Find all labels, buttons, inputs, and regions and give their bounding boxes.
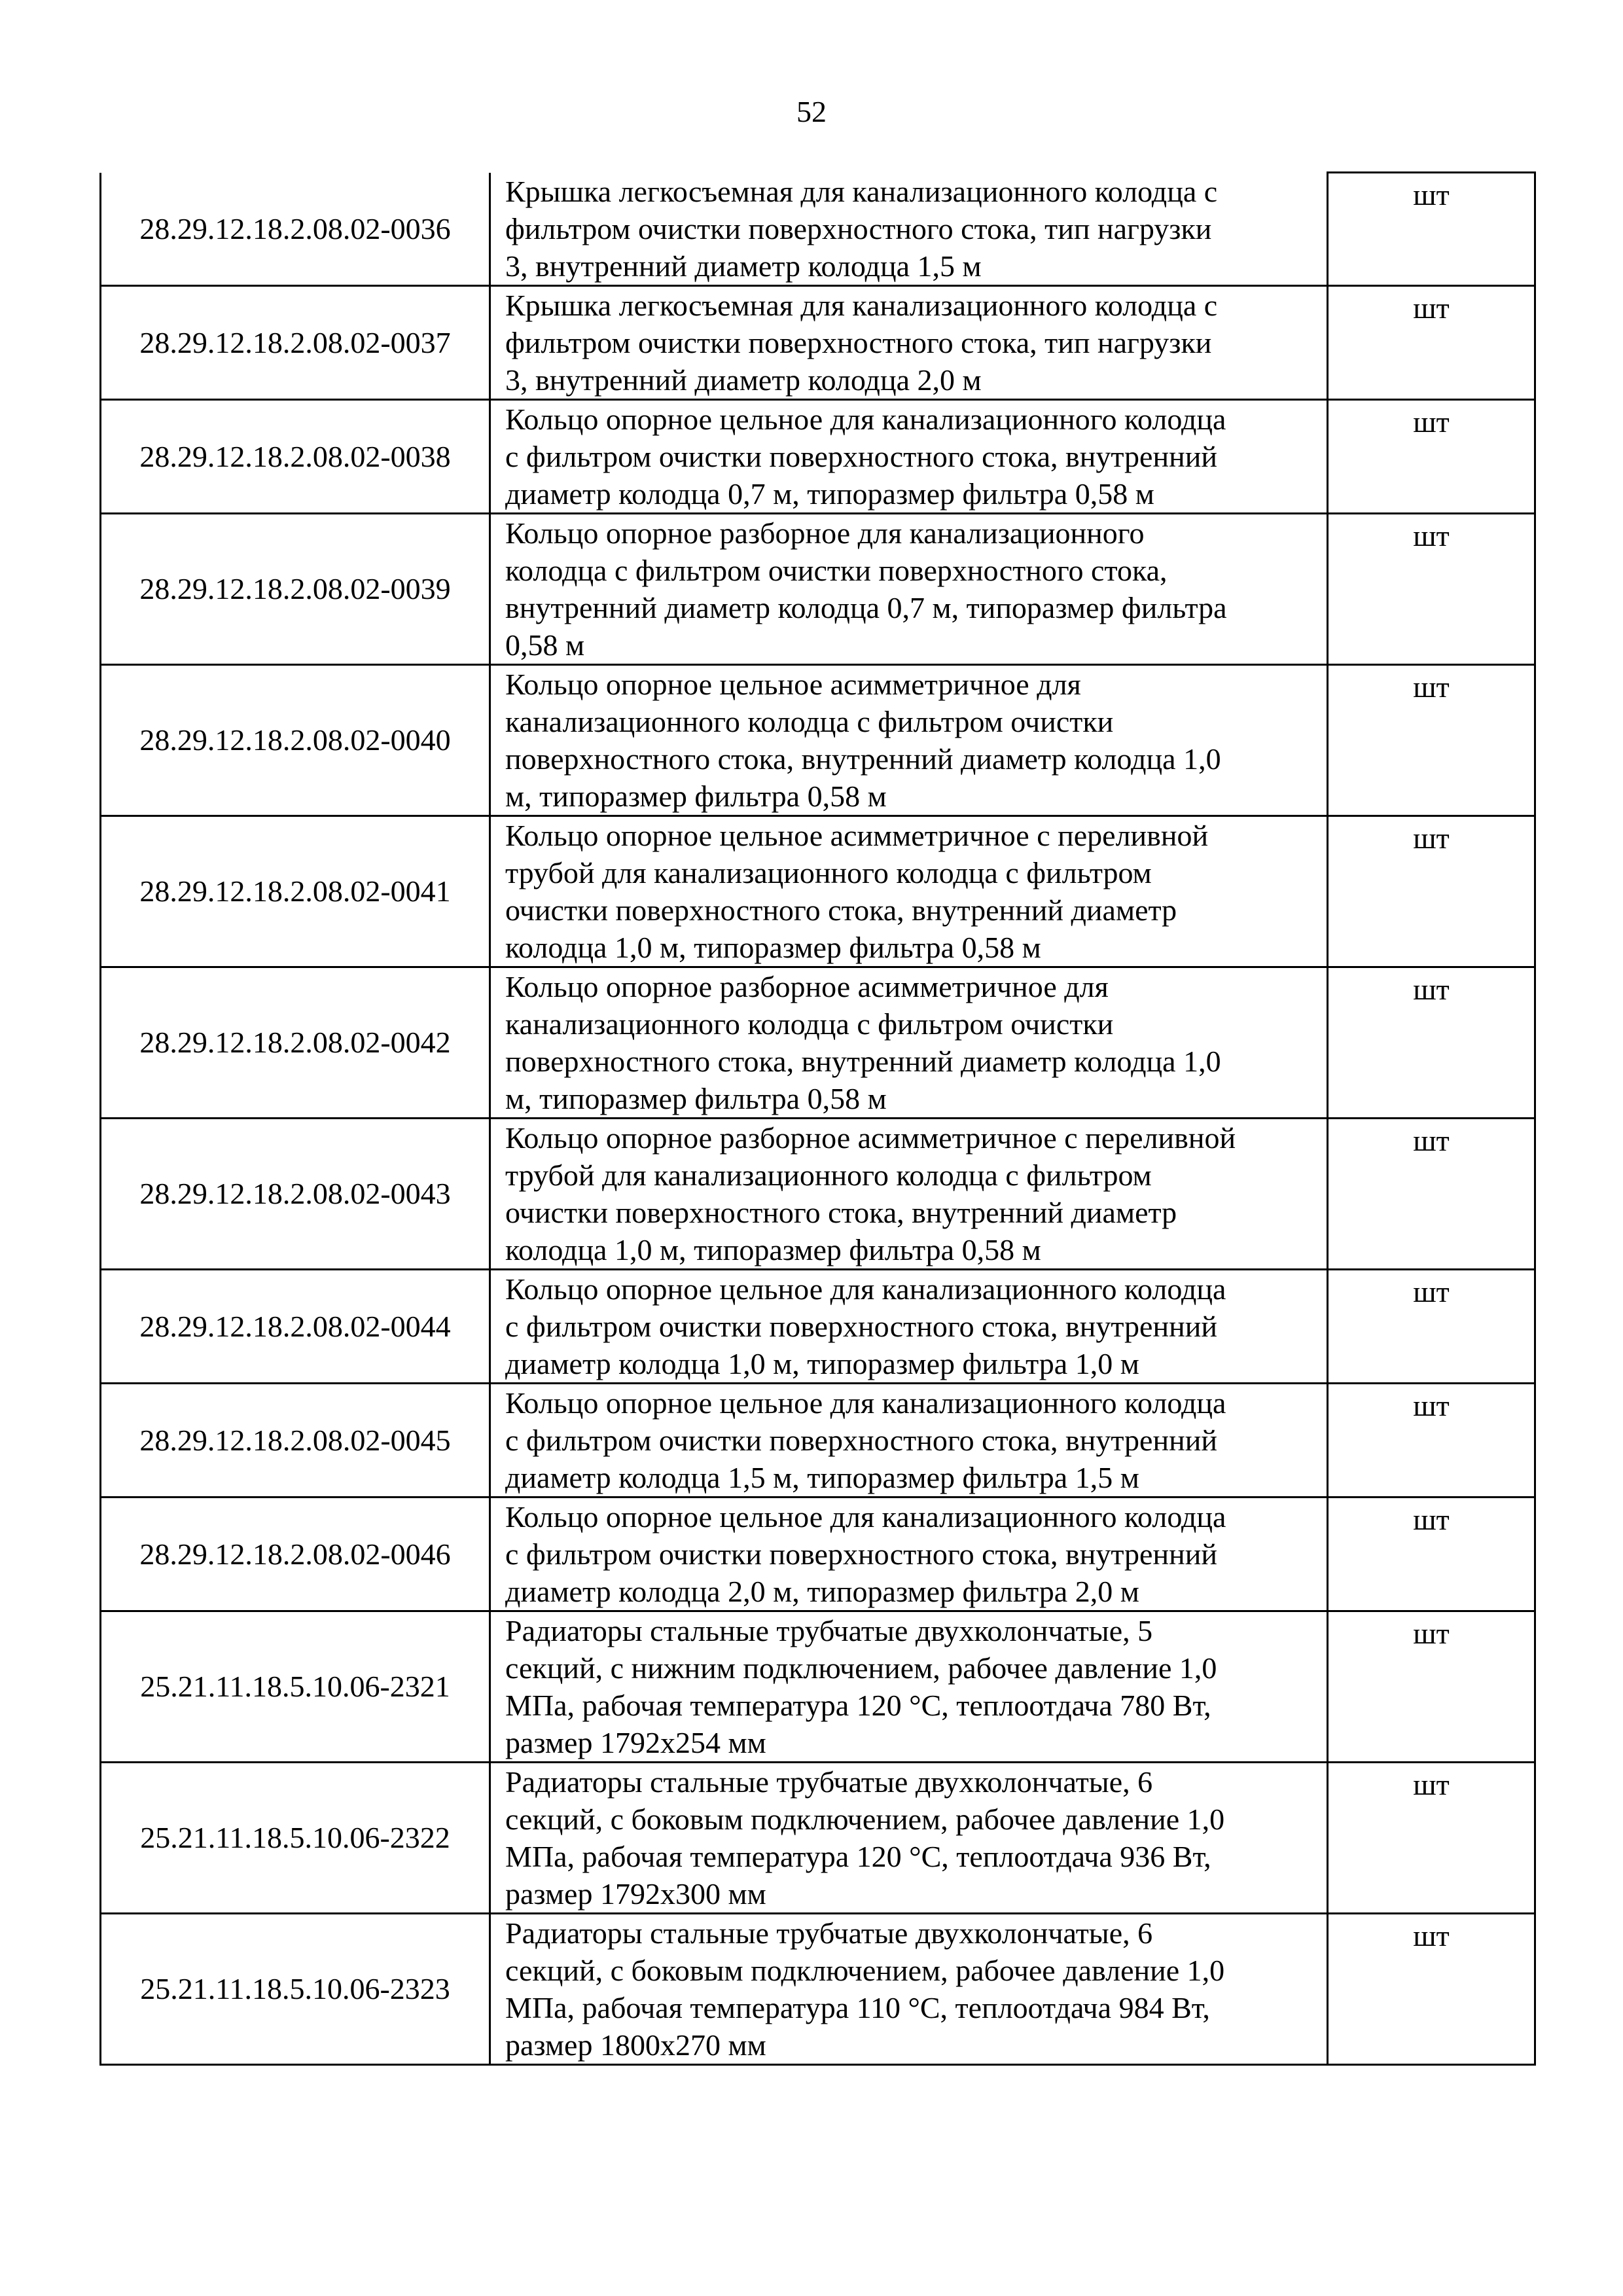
- resource-name-line: секций, с нижним подключением, рабочее давление 1,0: [505, 1651, 1217, 1685]
- resource-name-line: колодца 1,0 м, типоразмер фильтра 0,58 м: [505, 1232, 1041, 1266]
- resource-name-cell: [490, 173, 1328, 286]
- resource-code-cell: 28.29.12.18.2.08.02-0036: [101, 173, 490, 286]
- table-row: [101, 173, 1535, 286]
- resource-name-line: 3, внутренний диаметр колодца 1,5 м: [505, 249, 982, 283]
- table-row: [101, 1762, 1535, 1913]
- resource-name-line: Кольцо опорное разборное асимметричное с переливной: [505, 1121, 1236, 1155]
- table-row: [101, 1269, 1535, 1383]
- resource-name-line: МПа, рабочая температура 120 °С, теплоотдача 936 Вт,: [505, 1839, 1211, 1873]
- unit-cell: шт: [1328, 173, 1535, 286]
- resource-name-line: поверхностного стока, внутренний диаметр колодца 1,0: [505, 1044, 1221, 1078]
- table-row: [101, 513, 1535, 664]
- resource-name-line: 0,58 м: [505, 628, 585, 662]
- resource-name-line: колодца 1,0 м, типоразмер фильтра 0,58 м: [505, 930, 1041, 964]
- resource-name-line: Радиаторы стальные трубчатые двухколончатые, 6: [505, 1765, 1153, 1799]
- resource-name-line: фильтром очистки поверхностного стока, тип нагрузки: [505, 211, 1212, 245]
- unit-cell: шт: [1328, 1611, 1535, 1762]
- resource-name-line: Кольцо опорное цельное для канализационного колодца: [505, 1499, 1226, 1534]
- resource-name-line: размер 1800х270 мм: [505, 2028, 766, 2062]
- page-number: 52: [796, 95, 827, 128]
- resource-name-line: диаметр колодца 1,5 м, типоразмер фильтра 1,5 м: [505, 1460, 1139, 1494]
- unit-cell: шт: [1328, 1762, 1535, 1913]
- resource-name-cell: [490, 285, 1328, 399]
- resource-name-line: секций, с боковым подключением, рабочее давление 1,0: [505, 1953, 1225, 1987]
- resource-name-line: секций, с боковым подключением, рабочее давление 1,0: [505, 1802, 1225, 1836]
- unit-cell: шт: [1328, 1118, 1535, 1269]
- table-row: [101, 1611, 1535, 1762]
- resource-name-line: трубой для канализационного колодца с фильтром: [505, 855, 1152, 889]
- resource-code-cell: 28.29.12.18.2.08.02-0045: [101, 1383, 490, 1497]
- resource-name-line: диаметр колодца 1,0 м, типоразмер фильтра 1,0 м: [505, 1346, 1139, 1380]
- table-body: [101, 173, 1535, 2065]
- resource-code-cell: 28.29.12.18.2.08.02-0046: [101, 1497, 490, 1611]
- resource-name-line: трубой для канализационного колодца с фильтром: [505, 1158, 1152, 1192]
- resource-code-cell: 28.29.12.18.2.08.02-0037: [101, 285, 490, 399]
- resource-code-cell: 28.29.12.18.2.08.02-0040: [101, 664, 490, 816]
- resource-name-line: Крышка легкосъемная для канализационного колодца с: [505, 288, 1218, 322]
- resource-name-line: Радиаторы стальные трубчатые двухколончатые, 6: [505, 1916, 1153, 1950]
- resource-code-cell: 28.29.12.18.2.08.02-0039: [101, 513, 490, 664]
- table-row: [101, 664, 1535, 816]
- resource-name-line: размер 1792х254 мм: [505, 1725, 766, 1759]
- resource-name-line: поверхностного стока, внутренний диаметр колодца 1,0: [505, 742, 1221, 776]
- unit-cell: шт: [1328, 513, 1535, 664]
- resource-name-line: фильтром очистки поверхностного стока, тип нагрузки: [505, 325, 1212, 359]
- unit-cell: шт: [1328, 967, 1535, 1118]
- resource-name-cell: [490, 1269, 1328, 1383]
- resource-name-line: внутренний диаметр колодца 0,7 м, типоразмер фильтра: [505, 590, 1227, 624]
- resource-name-line: МПа, рабочая температура 120 °С, теплоотдача 780 Вт,: [505, 1688, 1211, 1722]
- table-row: [101, 399, 1535, 513]
- unit-cell: шт: [1328, 399, 1535, 513]
- resource-name-line: Кольцо опорное разборное асимметричное для: [505, 969, 1109, 1003]
- unit-cell: шт: [1328, 285, 1535, 399]
- resource-name-cell: [490, 816, 1328, 967]
- table-row: [101, 816, 1535, 967]
- resource-code-cell: 28.29.12.18.2.08.02-0042: [101, 967, 490, 1118]
- table-row: [101, 1913, 1535, 2064]
- resource-code-cell: 25.21.11.18.5.10.06-2322: [101, 1762, 490, 1913]
- resource-name-line: Крышка легкосъемная для канализационного колодца с: [505, 174, 1218, 208]
- resource-name-line: Кольцо опорное цельное для канализационного колодца: [505, 1386, 1226, 1420]
- resource-name-cell: [490, 1497, 1328, 1611]
- resource-name-line: м, типоразмер фильтра 0,58 м: [505, 1081, 887, 1115]
- table-row: [101, 1118, 1535, 1269]
- table-row: [101, 967, 1535, 1118]
- resource-name-line: колодца с фильтром очистки поверхностного стока,: [505, 553, 1168, 587]
- resource-name-line: диаметр колодца 0,7 м, типоразмер фильтра 0,58 м: [505, 476, 1154, 511]
- resource-name-cell: [490, 664, 1328, 816]
- resource-code-cell: 28.29.12.18.2.08.02-0038: [101, 399, 490, 513]
- resource-name-line: очистки поверхностного стока, внутренний диаметр: [505, 893, 1177, 927]
- resource-name-cell: [490, 1383, 1328, 1497]
- resource-name-cell: [490, 399, 1328, 513]
- unit-cell: шт: [1328, 816, 1535, 967]
- unit-cell: шт: [1328, 1913, 1535, 2064]
- table-row: [101, 1497, 1535, 1611]
- unit-cell: шт: [1328, 1269, 1535, 1383]
- resource-table: [99, 171, 1536, 2066]
- table-row: [101, 1383, 1535, 1497]
- resource-name-cell: [490, 1913, 1328, 2064]
- resource-name-line: очистки поверхностного стока, внутренний диаметр: [505, 1195, 1177, 1229]
- resource-name-line: Кольцо опорное цельное для канализационного колодца: [505, 1272, 1226, 1306]
- resource-name-line: Радиаторы стальные трубчатые двухколончатые, 5: [505, 1613, 1153, 1647]
- resource-name-line: с фильтром очистки поверхностного стока, внутренний: [505, 1537, 1217, 1571]
- resource-name-line: Кольцо опорное цельное асимметричное с переливной: [505, 818, 1209, 852]
- unit-cell: шт: [1328, 1497, 1535, 1611]
- resource-name-line: канализационного колодца с фильтром очистки: [505, 704, 1114, 738]
- resource-name-line: с фильтром очистки поверхностного стока, внутренний: [505, 1423, 1217, 1457]
- resource-name-cell: [490, 1762, 1328, 1913]
- unit-cell: шт: [1328, 664, 1535, 816]
- resource-name-cell: [490, 1611, 1328, 1762]
- resource-name-line: диаметр колодца 2,0 м, типоразмер фильтра 2,0 м: [505, 1574, 1139, 1608]
- resource-name-cell: [490, 1118, 1328, 1269]
- resource-code-cell: 25.21.11.18.5.10.06-2321: [101, 1611, 490, 1762]
- resource-code-cell: 28.29.12.18.2.08.02-0041: [101, 816, 490, 967]
- resource-name-line: канализационного колодца с фильтром очистки: [505, 1007, 1114, 1041]
- resource-name-line: Кольцо опорное цельное для канализационного колодца: [505, 402, 1226, 436]
- table-row: [101, 285, 1535, 399]
- resource-code-cell: 28.29.12.18.2.08.02-0043: [101, 1118, 490, 1269]
- resource-code-cell: 25.21.11.18.5.10.06-2323: [101, 1913, 490, 2064]
- resource-name-line: 3, внутренний диаметр колодца 2,0 м: [505, 363, 982, 397]
- resource-name-line: с фильтром очистки поверхностного стока, внутренний: [505, 1309, 1217, 1343]
- resource-name-line: Кольцо опорное цельное асимметричное для: [505, 667, 1081, 701]
- resource-name-cell: [490, 967, 1328, 1118]
- resource-name-line: м, типоразмер фильтра 0,58 м: [505, 779, 887, 813]
- resource-name-cell: [490, 513, 1328, 664]
- resource-code-cell: 28.29.12.18.2.08.02-0044: [101, 1269, 490, 1383]
- unit-cell: шт: [1328, 1383, 1535, 1497]
- resource-name-line: размер 1792х300 мм: [505, 1876, 766, 1910]
- resource-name-line: Кольцо опорное разборное для канализационного: [505, 516, 1145, 550]
- resource-name-line: МПа, рабочая температура 110 °С, теплоотдача 984 Вт,: [505, 1990, 1210, 2024]
- resource-name-line: с фильтром очистки поверхностного стока, внутренний: [505, 439, 1217, 473]
